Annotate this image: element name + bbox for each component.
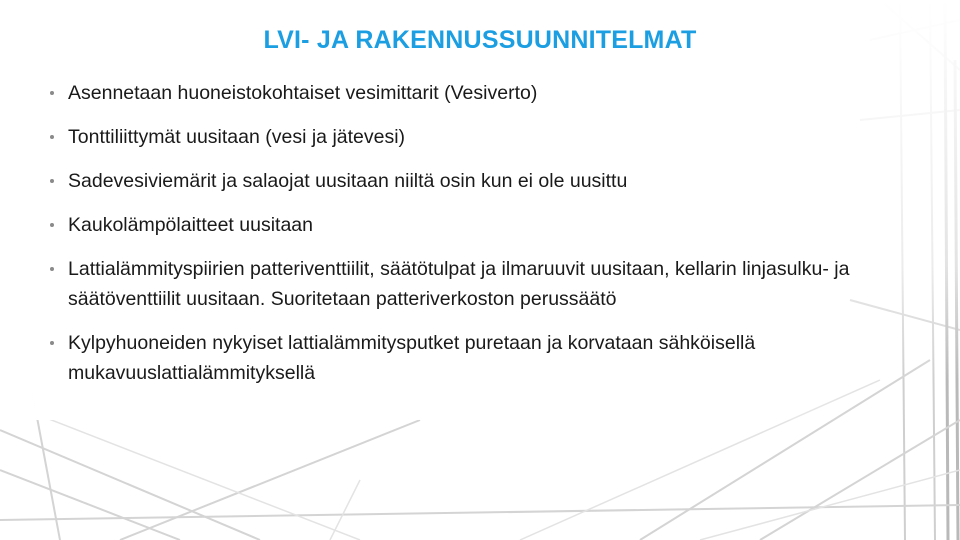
bullet-dot-icon — [50, 341, 54, 345]
bullet-list — [50, 78, 880, 402]
bullet-item — [50, 78, 880, 108]
bullet-item — [50, 210, 880, 240]
bullet-text: Asennetaan huoneistokohtaiset vesimittarit (Vesiverto) — [68, 82, 538, 104]
bullet-item — [50, 254, 880, 314]
bullet-dot-icon — [50, 135, 54, 139]
bullet-dot-icon — [50, 179, 54, 183]
bullet-text: Tonttiliittymät uusitaan (vesi ja jätevesi) — [68, 126, 406, 148]
bullet-text: Kylpyhuoneiden nykyiset lattialämmitysputket puretaan ja korvataan sähköisellä mukavuuslattialämmityksellä — [68, 332, 756, 384]
bullet-dot-icon — [50, 223, 54, 227]
bullet-item — [50, 328, 880, 388]
bullet-item — [50, 122, 880, 152]
bullet-item — [50, 166, 880, 196]
bullet-text: Sadevesiviemärit ja salaojat uusitaan niiltä osin kun ei ole uusittu — [68, 170, 628, 192]
bullet-text: Lattialämmityspiirien patteriventtiilit, säätötulpat ja ilmaruuvit uusitaan, kellarin linjasulku- ja säätöventtiilit uusitaan. Suoritetaan patteriverkoston perussäätö — [68, 258, 850, 310]
bullet-dot-icon — [50, 267, 54, 271]
bullet-text: Kaukolämpölaitteet uusitaan — [68, 214, 313, 236]
bullet-dot-icon — [50, 91, 54, 95]
slide-title: LVI- JA RAKENNUSSUUNNITELMAT — [263, 26, 697, 54]
